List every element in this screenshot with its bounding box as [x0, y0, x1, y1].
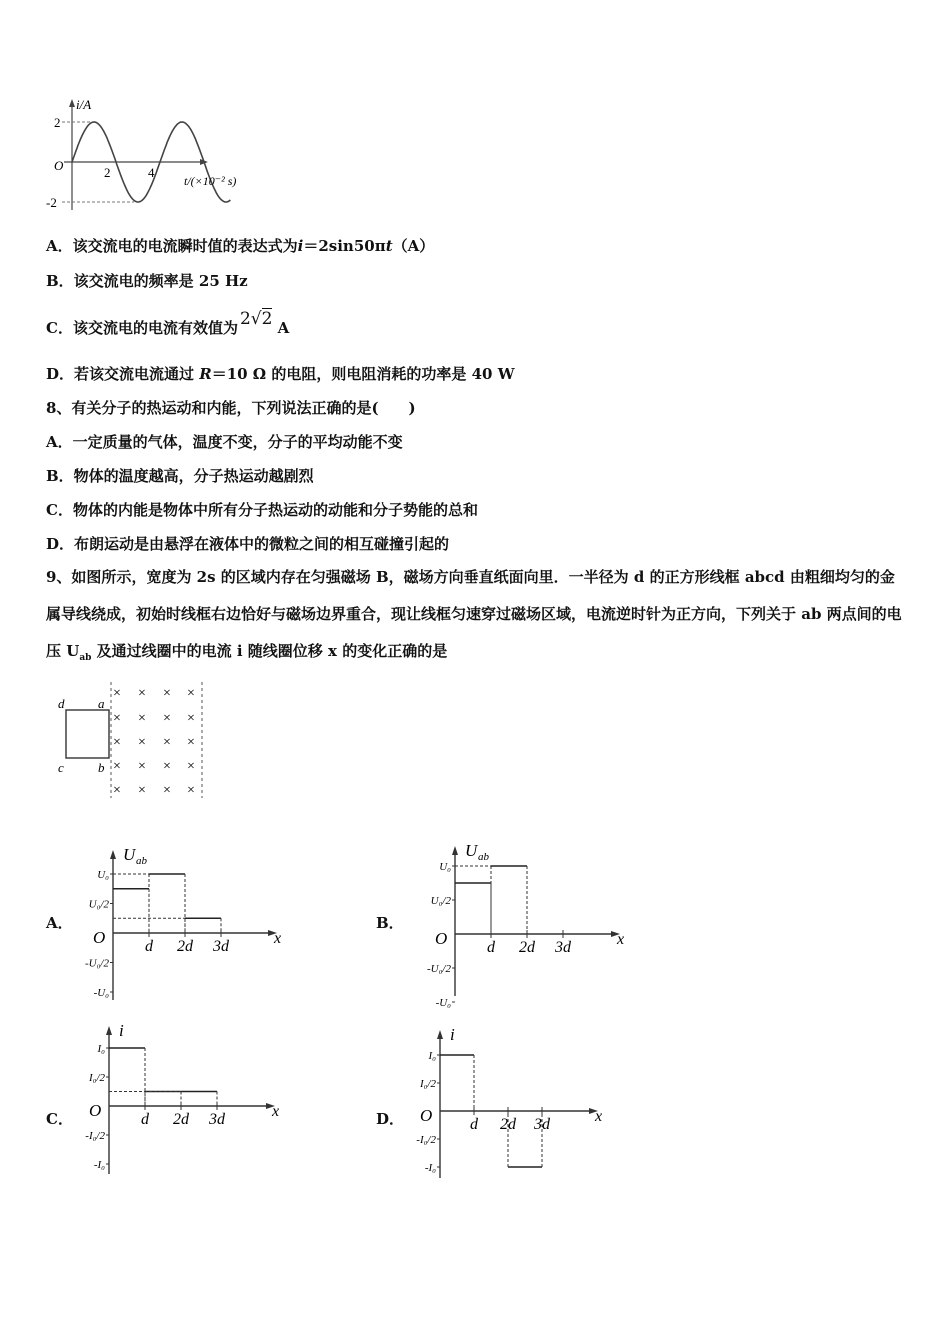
q9-stem-before: 9、如图所示，宽度为 2s 的区域内存在匀强磁场 B，磁场方向垂直纸面向里．一半径为 d 的正方形线框 abcd 由粗细均匀的金属导线绕成，初始时线框右边恰好与磁场边界重合，现让线框匀速穿过磁场区域，电流逆时针为正方向，下列关于 ab 两点间的电压 U	[46, 568, 902, 660]
y-axis-label: i	[119, 1021, 124, 1040]
y-tick-label: I₀	[97, 1043, 105, 1055]
y-axis-label: U	[123, 845, 136, 864]
y-tick-label: U₀/2	[88, 898, 109, 911]
field-cross: ×	[187, 711, 195, 726]
y-axis-arrow	[452, 846, 458, 855]
x-tick-label: d	[470, 1116, 478, 1133]
q9-label-a: A．	[46, 914, 73, 932]
corner-d: d	[58, 696, 65, 711]
y-axis-label-sub: ab	[136, 855, 147, 867]
y-tick-label: -U₀/2	[85, 957, 109, 970]
y-tick-label: -U₀/2	[427, 963, 451, 975]
q9-label-c: C．	[46, 1110, 73, 1128]
field-cross: ×	[138, 735, 146, 750]
q7-var-t: t	[385, 237, 393, 255]
q8-stem: 8、有关分子的热运动和内能，下列说法正确的是( )	[46, 399, 416, 417]
q8-option-c: C．物体的内能是物体中所有分子热运动的动能和分子势能的总和	[46, 501, 478, 519]
field-cross: ×	[138, 759, 146, 774]
y-tick-label: -I₀	[424, 1162, 436, 1174]
sqrt-expression	[240, 309, 273, 329]
q8-option-a: A．一定质量的气体，温度不变，分子的平均动能不变	[46, 433, 403, 451]
y-tick-label: -I₀	[93, 1159, 105, 1171]
q7-option-c	[46, 309, 290, 338]
field-cross: ×	[163, 783, 171, 798]
square-loop	[66, 710, 109, 758]
sqrt-sign: √	[250, 309, 262, 329]
field-cross: ×	[113, 711, 121, 726]
field-cross: ×	[187, 735, 195, 750]
q7-var-r: R	[199, 365, 212, 383]
graph-option-b	[410, 838, 625, 1009]
y-tick-label: -I₀/2	[85, 1130, 105, 1142]
x-axis-label: x	[272, 1103, 280, 1120]
y-tick-label: I₀/2	[88, 1072, 105, 1084]
field-cross: ×	[113, 735, 121, 750]
q8-option-d: D．布朗运动是由悬浮在液体中的微粒之间的相互碰撞引起的	[46, 535, 450, 553]
sine-current-graph	[40, 95, 270, 215]
q7-option-b: B．该交流电的频率是 25 Hz	[46, 272, 248, 290]
y-axis-arrow	[106, 1026, 112, 1035]
origin-label: O	[89, 1101, 102, 1120]
field-cross: ×	[187, 686, 195, 701]
q7-option-c-prefix: C．该交流电的电流有效值为	[46, 319, 238, 337]
x-tick-label: 3d	[555, 939, 571, 956]
y-tick-label: -U₀	[435, 997, 451, 1009]
q9-label-b: B．	[376, 914, 404, 932]
field-cross: ×	[138, 783, 146, 798]
q7-option-d	[46, 364, 515, 384]
x-axis-label: x	[617, 931, 625, 948]
q7-var-i: i	[297, 237, 304, 255]
x-tick-label: 2d	[177, 938, 193, 955]
y-tick-label: U₀/2	[430, 895, 451, 907]
tick-y-pos: 2	[54, 115, 61, 130]
x-tick-label: 2d	[519, 939, 535, 956]
y-axis-label: i	[450, 1025, 455, 1044]
x-tick-label: 2d	[173, 1111, 189, 1128]
x-tick-label: 3d	[213, 938, 229, 955]
q7-option-a-prefix: A．该交流电的电流瞬时值的表达式为	[46, 237, 298, 255]
field-cross: ×	[187, 759, 195, 774]
q9-stem-after: 及通过线圈中的电流 i 随线圈位移 x 的变化正确的是	[91, 642, 448, 660]
x-tick-label: d	[141, 1111, 149, 1128]
y-tick-label: I₀/2	[419, 1078, 436, 1090]
y-tick-label: -U₀	[93, 987, 109, 999]
field-cross: ×	[138, 686, 146, 701]
origin-label: O	[93, 928, 106, 947]
y-axis-arrow	[110, 850, 116, 859]
x-tick-label: d	[487, 939, 495, 956]
corner-c: c	[58, 760, 64, 775]
tick-x-1: 2	[104, 165, 111, 180]
field-cross: ×	[138, 711, 146, 726]
x-tick-label: d	[145, 938, 153, 955]
tick-y-neg: -2	[46, 195, 57, 210]
q7-option-c-suffix: A	[272, 319, 290, 337]
graph-option-c	[70, 1020, 280, 1178]
q7-option-a	[46, 236, 434, 256]
field-cross-grid	[113, 686, 195, 798]
q7-option-d-prefix: D．若该交流电流通过	[46, 365, 200, 383]
corner-a: a	[98, 696, 105, 711]
q9-stem	[46, 559, 906, 677]
q7-option-d-suffix: ＝10 Ω 的电阻，则电阻消耗的功率是 40 W	[211, 365, 515, 383]
field-cross: ×	[163, 735, 171, 750]
y-tick-label: U₀	[439, 861, 451, 873]
field-cross: ×	[187, 783, 195, 798]
y-tick-label: U₀	[97, 869, 109, 881]
tick-x-2: 4	[148, 165, 155, 180]
y-tick-label: -I₀/2	[416, 1134, 436, 1146]
field-cross: ×	[113, 686, 121, 701]
x-axis-label: t/(×10⁻² s)	[184, 174, 237, 188]
y-axis-label: i/A	[76, 97, 92, 112]
field-cross: ×	[113, 783, 121, 798]
field-cross: ×	[163, 686, 171, 701]
y-axis-label: U	[465, 841, 478, 860]
x-tick-label: 3d	[209, 1111, 225, 1128]
q8-option-b: B．物体的温度越高，分子热运动越剧烈	[46, 467, 314, 485]
origin-label: O	[435, 929, 448, 948]
x-tick-label: 2d	[500, 1116, 516, 1133]
graph-option-d	[400, 1024, 605, 1182]
q7-eq: ＝2sin50π	[303, 237, 386, 255]
corner-b: b	[98, 760, 105, 775]
y-axis-label-sub: ab	[478, 851, 489, 863]
q7-option-a-suffix: （A）	[392, 237, 435, 255]
sqrt-coef: 2	[239, 309, 251, 329]
field-cross: ×	[113, 759, 121, 774]
magnetic-field-figure	[52, 680, 222, 802]
y-tick-label: I₀	[428, 1050, 436, 1062]
field-cross: ×	[163, 759, 171, 774]
x-axis-label: x	[595, 1108, 603, 1125]
origin-label: O	[420, 1106, 433, 1125]
origin-label: O	[54, 158, 64, 173]
graph-option-a	[80, 842, 280, 1004]
field-cross: ×	[163, 711, 171, 726]
q9-stem-sub: ab	[79, 653, 92, 663]
x-tick-label: 3d	[534, 1116, 550, 1133]
sqrt-radicand: 2	[261, 309, 273, 329]
q9-label-d: D．	[376, 1110, 405, 1128]
y-axis-arrow	[437, 1030, 443, 1039]
x-axis-label: x	[274, 930, 282, 947]
